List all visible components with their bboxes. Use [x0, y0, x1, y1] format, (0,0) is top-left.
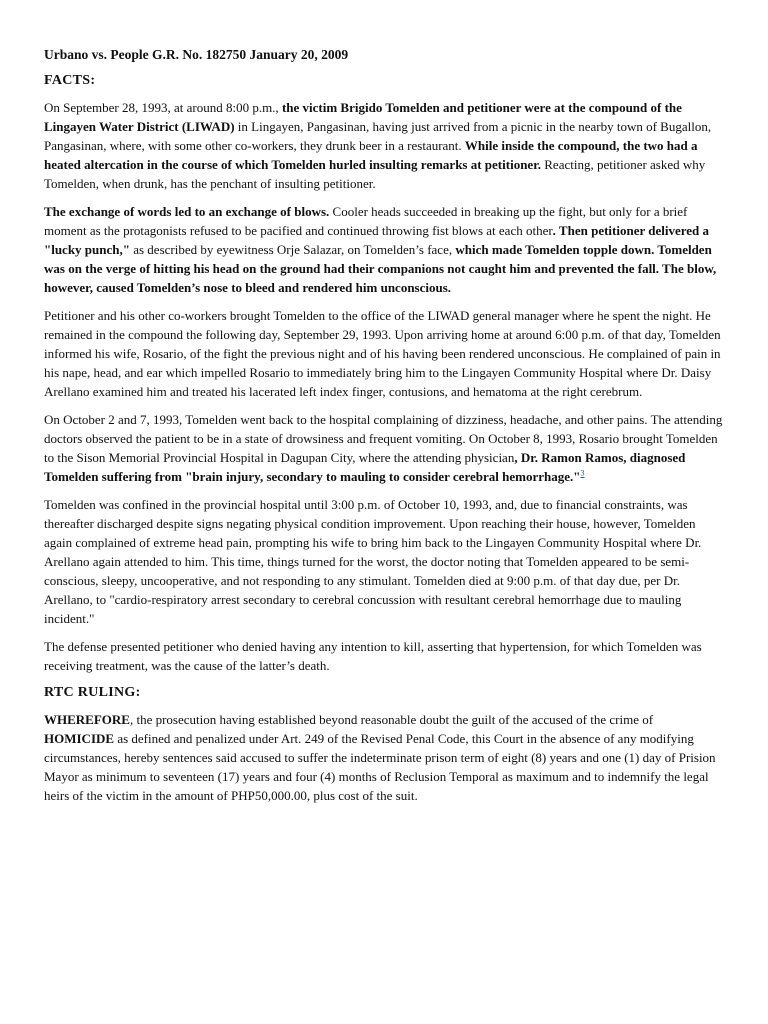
footnote-link[interactable]: 3: [580, 468, 585, 478]
bold-text: While inside the compound, the two had a heated altercation in the course of which Tomelden hurled insulting remarks at petitioner.: [44, 138, 698, 172]
bold-text: which made Tomelden topple down. Tomelden was on the verge of hitting his head on the ground had their companions not caught him and prevented the fall. The blow, however, caused Tomelden’s nose to bleed and rendered him unconscious.: [44, 242, 717, 295]
bold-text: The exchange of words led to an exchange of blows.: [44, 204, 330, 219]
text-run: Petitioner and his other co-workers brought Tomelden to the office of the LIWAD general manager where he spent the night. He remained in the compound the following day, September 29, 1993. Upon arriving home at around 6:00 p.m. of that day, Tomelden informed his wife, Rosario, of the fight the previous night and of his having been rendered unconscious. He complained of pain in his nape, head, and ear which impelled Rosario to immediately bring him to the Lingayen Community Hospital where Dr. Daisy Arellano examined him and treated his lacerated left index finger, contusions, and hematoma at the right cerebrum.: [44, 308, 721, 399]
text-run: On October 2 and 7, 1993, Tomelden went back to the hospital complaining of dizziness, headache, and other pains. The attending doctors observed the patient to be in a state of drowsiness and frequent vomiting. On October 8, 1993, Rosario brought Tomelden to the Sison Memorial Provincial Hospital in Dagupan City, where the attending physician: [44, 412, 723, 465]
text-run: in Lingayen, Pangasinan, having just arrived from a picnic in the nearby town of Bugallon, Pangasinan, where, with some other co-workers, they drunk beer in a restaurant.: [44, 119, 712, 153]
bold-text: HOMICIDE: [44, 731, 115, 746]
bold-text: WHEREFORE: [44, 712, 130, 727]
document-body: [44, 46, 726, 814]
text-run: Cooler heads succeeded in breaking up the fight, but only for a brief moment as the protagonists refused to be pacified and continued throwing fist blows at each other: [44, 204, 688, 238]
text-run: The defense presented petitioner who denied having any intention to kill, asserting that hypertension, for which Tomelden was receiving treatment, was the cause of the latter’s death.: [44, 639, 702, 673]
paragraph-1: [44, 98, 726, 193]
text-run: Reacting, petitioner asked why Tomelden, when drunk, has the penchant of insulting petitioner.: [44, 157, 706, 191]
facts-heading: FACTS:: [44, 73, 96, 88]
text-run: Tomelden was confined in the provincial hospital until 3:00 p.m. of October 10, 1993, and, due to financial constraints, was thereafter discharged despite signs negating physical condition improvement. Upon reaching their house, however, Tomelden again complained of extreme head pain, prompting his wife to bring him back to the Lingayen Community Hospital where Dr. Arellano again attended to him. This time, things turned for the worst, the doctor noting that Tomelden appeared to be semi-conscious, sleepy, uncooperative, and not responding to any stimulant. Tomelden died at 9:00 p.m. of that day due, per Dr. Arellano, to "cardio-respiratory arrest secondary to cerebral concussion with resultant cerebral hemorrhage due to mauling incident.": [44, 497, 702, 626]
bold-text: . Then petitioner delivered a "lucky punch,": [44, 223, 710, 257]
text-run: as described by eyewitness Orje Salazar, on Tomelden’s face,: [129, 242, 456, 257]
paragraph-5: [44, 495, 726, 628]
paragraph-7: [44, 710, 726, 805]
paragraph-6: [44, 637, 726, 675]
text-run: , the prosecution having established beyond reasonable doubt the guilt of the accused of the crime of: [129, 712, 654, 727]
text-run: as defined and penalized under Art. 249 of the Revised Penal Code, this Court in the absence of any modifying circumstances, hereby sentences said accused to suffer the indeterminate prison term of eight (8) years and one (1) day of Prision Mayor as minimum to seventeen (17) years and four (4) months of Reclusion Temporal as maximum and to indemnify the legal heirs of the victim in the amount of PHP50,000.00, plus cost of the suit.: [44, 731, 716, 803]
paragraph-4: [44, 410, 726, 486]
paragraph-2: [44, 202, 726, 297]
bold-text: the victim Brigido Tomelden and petitioner were at the compound of the Lingayen Water District (LIWAD): [44, 100, 682, 134]
bold-text: , Dr. Ramon Ramos, diagnosed Tomelden suffering from "brain injury, secondary to mauling to consider cerebral hemorrhage.": [44, 450, 686, 484]
rtc-ruling-heading: RTC RULING:: [44, 685, 141, 700]
paragraph-3: [44, 306, 726, 401]
case-title: Urbano vs. People G.R. No. 182750 January 20, 2009: [44, 47, 349, 62]
text-run: On September 28, 1993, at around 8:00 p.m.,: [44, 100, 282, 115]
